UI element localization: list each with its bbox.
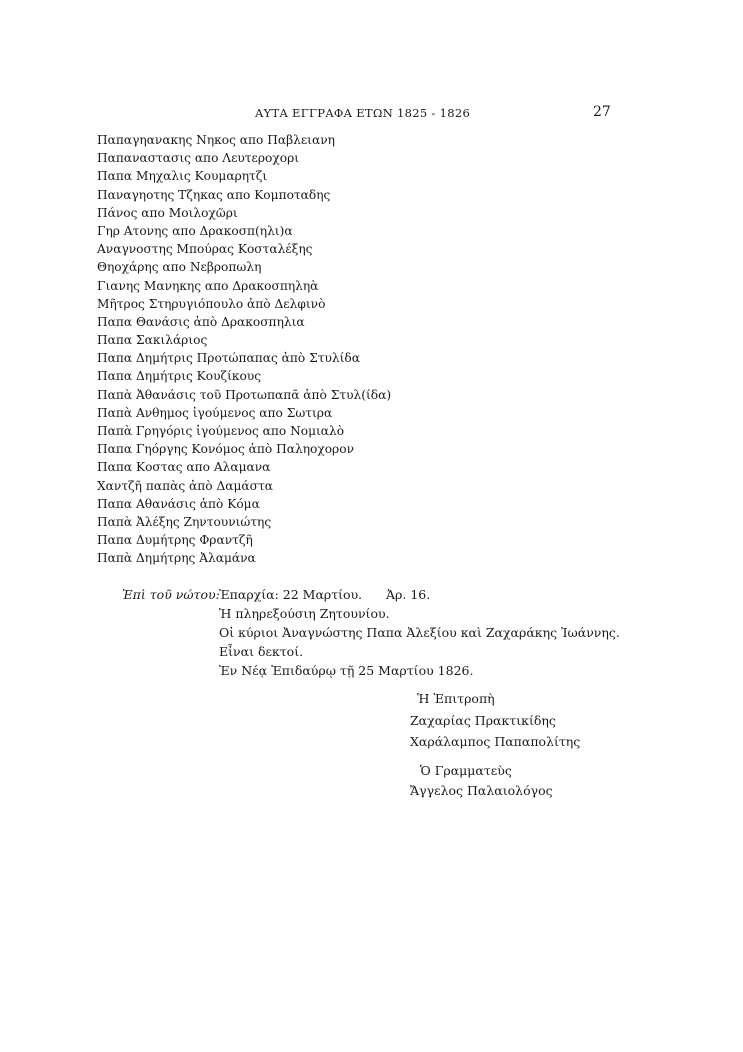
list-item: Χαντζῆ παπὰς ἀπὸ Δαμάστα xyxy=(97,478,273,493)
list-item: Παπὰ Ἀλέξης Ζηντουνιώτης xyxy=(97,514,272,529)
page-header xyxy=(0,104,743,124)
list-item: Γιανης Μανηκης απο Δρακοσπηληὰ xyxy=(97,278,319,293)
names-list xyxy=(97,131,391,568)
secretary-name: Ἄγγελος Παλαιολόγος xyxy=(410,783,553,798)
note-line: Ἡ πληρεξούσιη Ζητουνίου. xyxy=(219,606,390,621)
list-item: Παπὰ Γρηγόρις ἰγούμενος απο Νομιαλὸ xyxy=(97,424,345,438)
list-item: Παπα Αθανάσις ἀπὸ Κόμα xyxy=(97,496,260,511)
list-item: Παπα Σακιλάριος xyxy=(97,333,208,348)
list-item: Παπὰ Δημήτρης Ἀλαμάνα xyxy=(97,551,256,566)
note-label: Ἐπὶ τοῦ νώτου: xyxy=(122,587,220,602)
list-item: Παπα Κοστας απο Αλαμανα xyxy=(97,460,271,475)
list-item: Παπὰ Ἀθανάσις τοῦ Προτωπαπᾶ ἀπὸ Στυλ(ίδα) xyxy=(97,387,392,402)
note-number: Ἀρ. 16. xyxy=(386,587,431,602)
list-item: Παπα Δημήτρις Κουζίκους xyxy=(97,369,262,384)
list-item: Παπα Δυμήτρης Φραντζῆ xyxy=(97,533,253,548)
note-eparchy: Ἐπαρχία: 22 Μαρτίου. xyxy=(219,587,363,602)
list-item: Παπα Θανάσις ἀπὸ Δρακοσπηλια xyxy=(97,314,305,329)
list-item: Θηοχάρης απο Νεβροπωλη xyxy=(97,260,262,275)
list-item: Αναγνοστης Μπούρας Κοσταλέξης xyxy=(97,242,313,257)
note-line: Οἱ κύριοι Ἀναγνώστης Παπα Ἀλεξίου καὶ Ζαχαράκης Ἰωάννης. xyxy=(219,625,620,640)
list-item: Μῆτρος Στηρυγιόπουλο ἀπὸ Δελφινὸ xyxy=(97,296,326,311)
committee-member: Χαράλαμπος Παπαπολίτης xyxy=(410,734,581,749)
list-item: Παναγηοτης Τζηκας απο Κομποταδης xyxy=(97,187,331,202)
list-item: Πάνος απο Μοιλοχῶρι xyxy=(97,205,238,220)
committee-member: Ζαχαρίας Πρακτικίδης xyxy=(410,713,556,728)
running-title: ΑΥΤΑ ΕΓΓΡΑΦΑ ΕΤΩΝ 1825 - 1826 xyxy=(255,106,471,120)
list-item: Γηρ Ατονης απο Δρακοσπ(ηλι)α xyxy=(97,223,293,238)
list-item: Παπαγηανακης Νηκος απο Παβλειανη xyxy=(97,133,335,147)
list-item: Παπα Μηχαλις Κουμαρητζι xyxy=(97,169,268,184)
secretary-title: Ὁ Γραμματεὺς xyxy=(420,763,512,778)
note-line: Εἶναι δεκτοί. xyxy=(219,644,304,659)
list-item: Παπα Δημήτρις Προτώπαπας ἀπὸ Στυλίδα xyxy=(97,351,360,366)
list-item: Παπα Γηόργης Κονόμος ἀπὸ Παληοχορον xyxy=(97,442,354,457)
list-item: Παπαναστασις απο Λευτεροχορι xyxy=(97,151,300,166)
page-number: 27 xyxy=(593,104,611,120)
list-item: Παπὰ Ανθημος ἰγούμενος απο Σωτιρα xyxy=(97,405,333,420)
note-date: Ἐν Νέᾳ Ἐπιδαύρῳ τῇ 25 Μαρτίου 1826. xyxy=(219,663,474,678)
committee-title: Ἡ Ἐπιτροπὴ xyxy=(417,691,495,706)
